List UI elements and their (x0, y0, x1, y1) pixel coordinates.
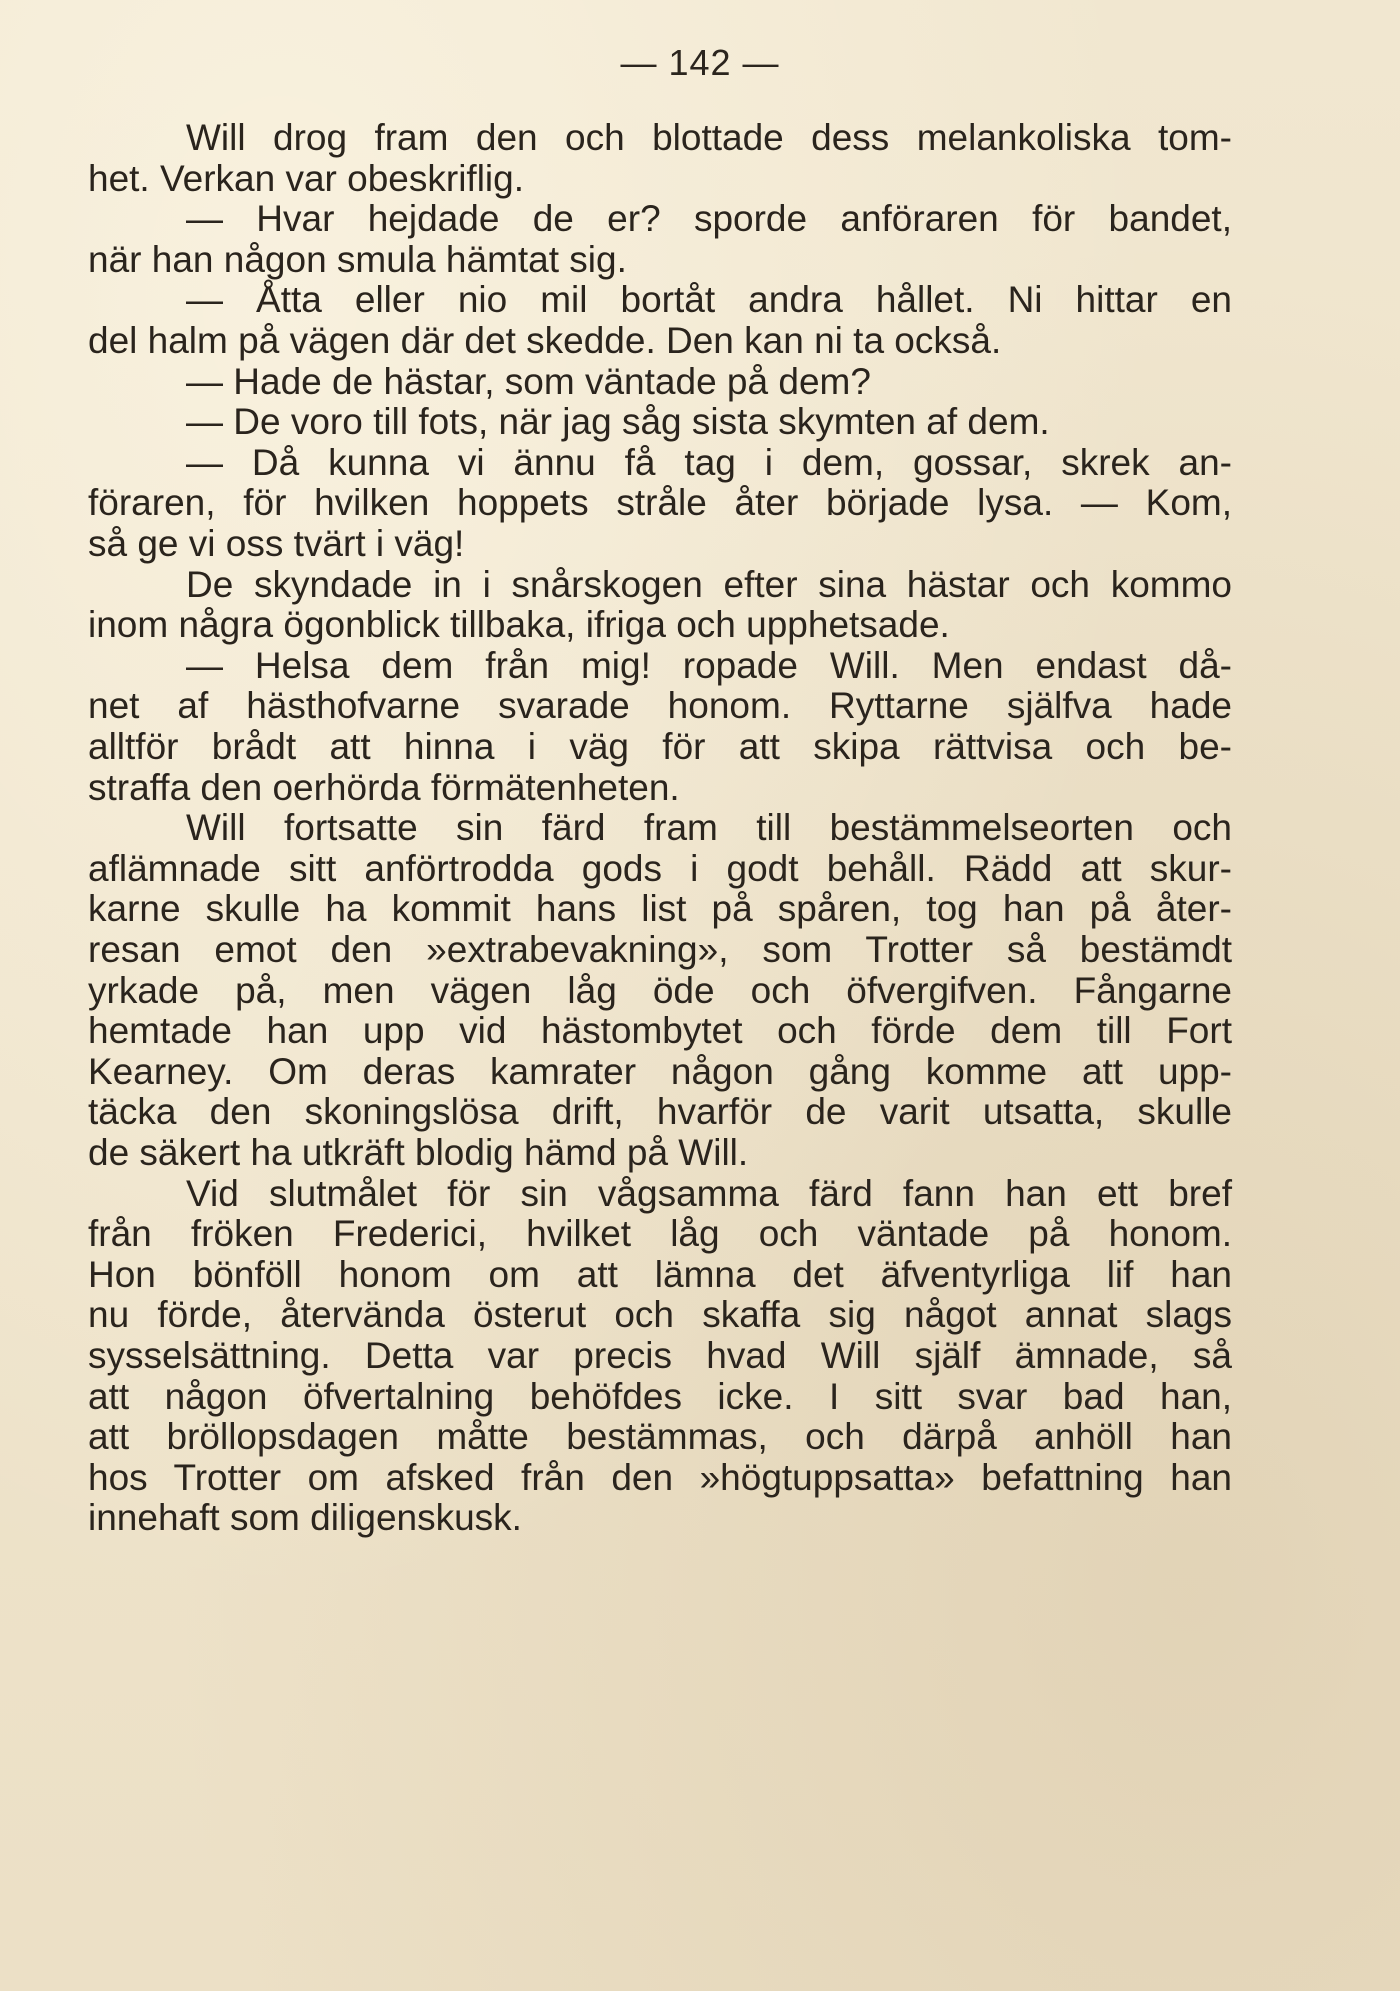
text-line: net af hästhofvarne svarade honom. Ryttarne själfva hade (88, 685, 1232, 727)
text-line: alltför brådt att hinna i väg för att skipa rättvisa och be- (88, 726, 1232, 767)
text-line: — Hvar hejdade de er? sporde anföraren för bandet, (186, 198, 1232, 240)
text-line: — De voro till fots, när jag såg sista skymten af dem. (186, 401, 1050, 443)
text-line: föraren, för hvilken hoppets stråle åter började lysa. — Kom, (88, 482, 1232, 524)
text-line: — Åtta eller nio mil bortåt andra hållet. Ni hittar en (186, 279, 1232, 321)
text-line: när han någon smula hämtat sig. (88, 238, 627, 280)
page-number: — 142 — (620, 42, 780, 83)
text-line: het. Verkan var obeskriflig. (88, 157, 524, 199)
text-line: — Helsa dem från mig! ropade Will. Men endast då- (186, 644, 1232, 686)
text-line: resan emot den »extrabevakning», som Trotter så bestämdt (88, 929, 1232, 970)
text-line: Will fortsatte sin färd fram till bestämmelseorten och (186, 807, 1232, 849)
text-line: karne skulle ha kommit hans list på spåren, tog han på åter- (88, 888, 1232, 930)
text-line: innehaft som diligenskusk. (88, 1497, 522, 1539)
text-line: så ge vi oss tvärt i väg! (88, 523, 465, 564)
text-line: — Hade de hästar, som väntade på dem? (186, 360, 871, 402)
text-line: hemtade han upp vid hästombytet och förde dem till Fort (88, 1010, 1232, 1052)
text-line: — Då kunna vi ännu få tag i dem, gossar, skrek an- (186, 441, 1232, 483)
text-line: hos Trotter om afsked från den »högtuppsatta» befattning han (88, 1456, 1232, 1498)
text-line: De skyndade in i snårskogen efter sina hästar och kommo (186, 563, 1232, 605)
text-line: att någon öfvertalning behöfdes icke. I sitt svar bad han, (88, 1375, 1232, 1417)
text-line: att bröllopsdagen måtte bestämmas, och därpå anhöll han (88, 1416, 1232, 1458)
text-line: nu förde, återvända österut och skaffa sig något annat slags (88, 1294, 1232, 1336)
text-line: sysselsättning. Detta var precis hvad Will själf ämnade, så (88, 1335, 1232, 1376)
text-line: Hon bönföll honom om att lämna det äfventyrliga lif han (88, 1253, 1232, 1295)
text-line: Kearney. Om deras kamrater någon gång komme att upp- (88, 1050, 1232, 1092)
text-line: inom några ögonblick tillbaka, ifriga och upphetsade. (88, 604, 950, 646)
text-line: aflämnade sitt anförtrodda gods i godt behåll. Rädd att skur- (88, 847, 1232, 889)
text-line: straffa den oerhörda förmätenheten. (88, 766, 680, 808)
text-line: yrkade på, men vägen låg öde och öfvergifven. Fångarne (88, 969, 1232, 1011)
text-line: Vid slutmålet för sin vågsamma färd fann han ett bref (186, 1172, 1232, 1214)
text-line: från fröken Frederici, hvilket låg och väntade på honom. (88, 1213, 1232, 1255)
text-line: Will drog fram den och blottade dess melankoliska tom- (186, 117, 1232, 158)
text-line: täcka den skoningslösa drift, hvarför de varit utsatta, skulle (88, 1091, 1232, 1133)
text-line: de säkert ha utkräft blodig hämd på Will. (88, 1132, 749, 1173)
text-line: del halm på vägen där det skedde. Den kan ni ta också. (88, 320, 1002, 361)
